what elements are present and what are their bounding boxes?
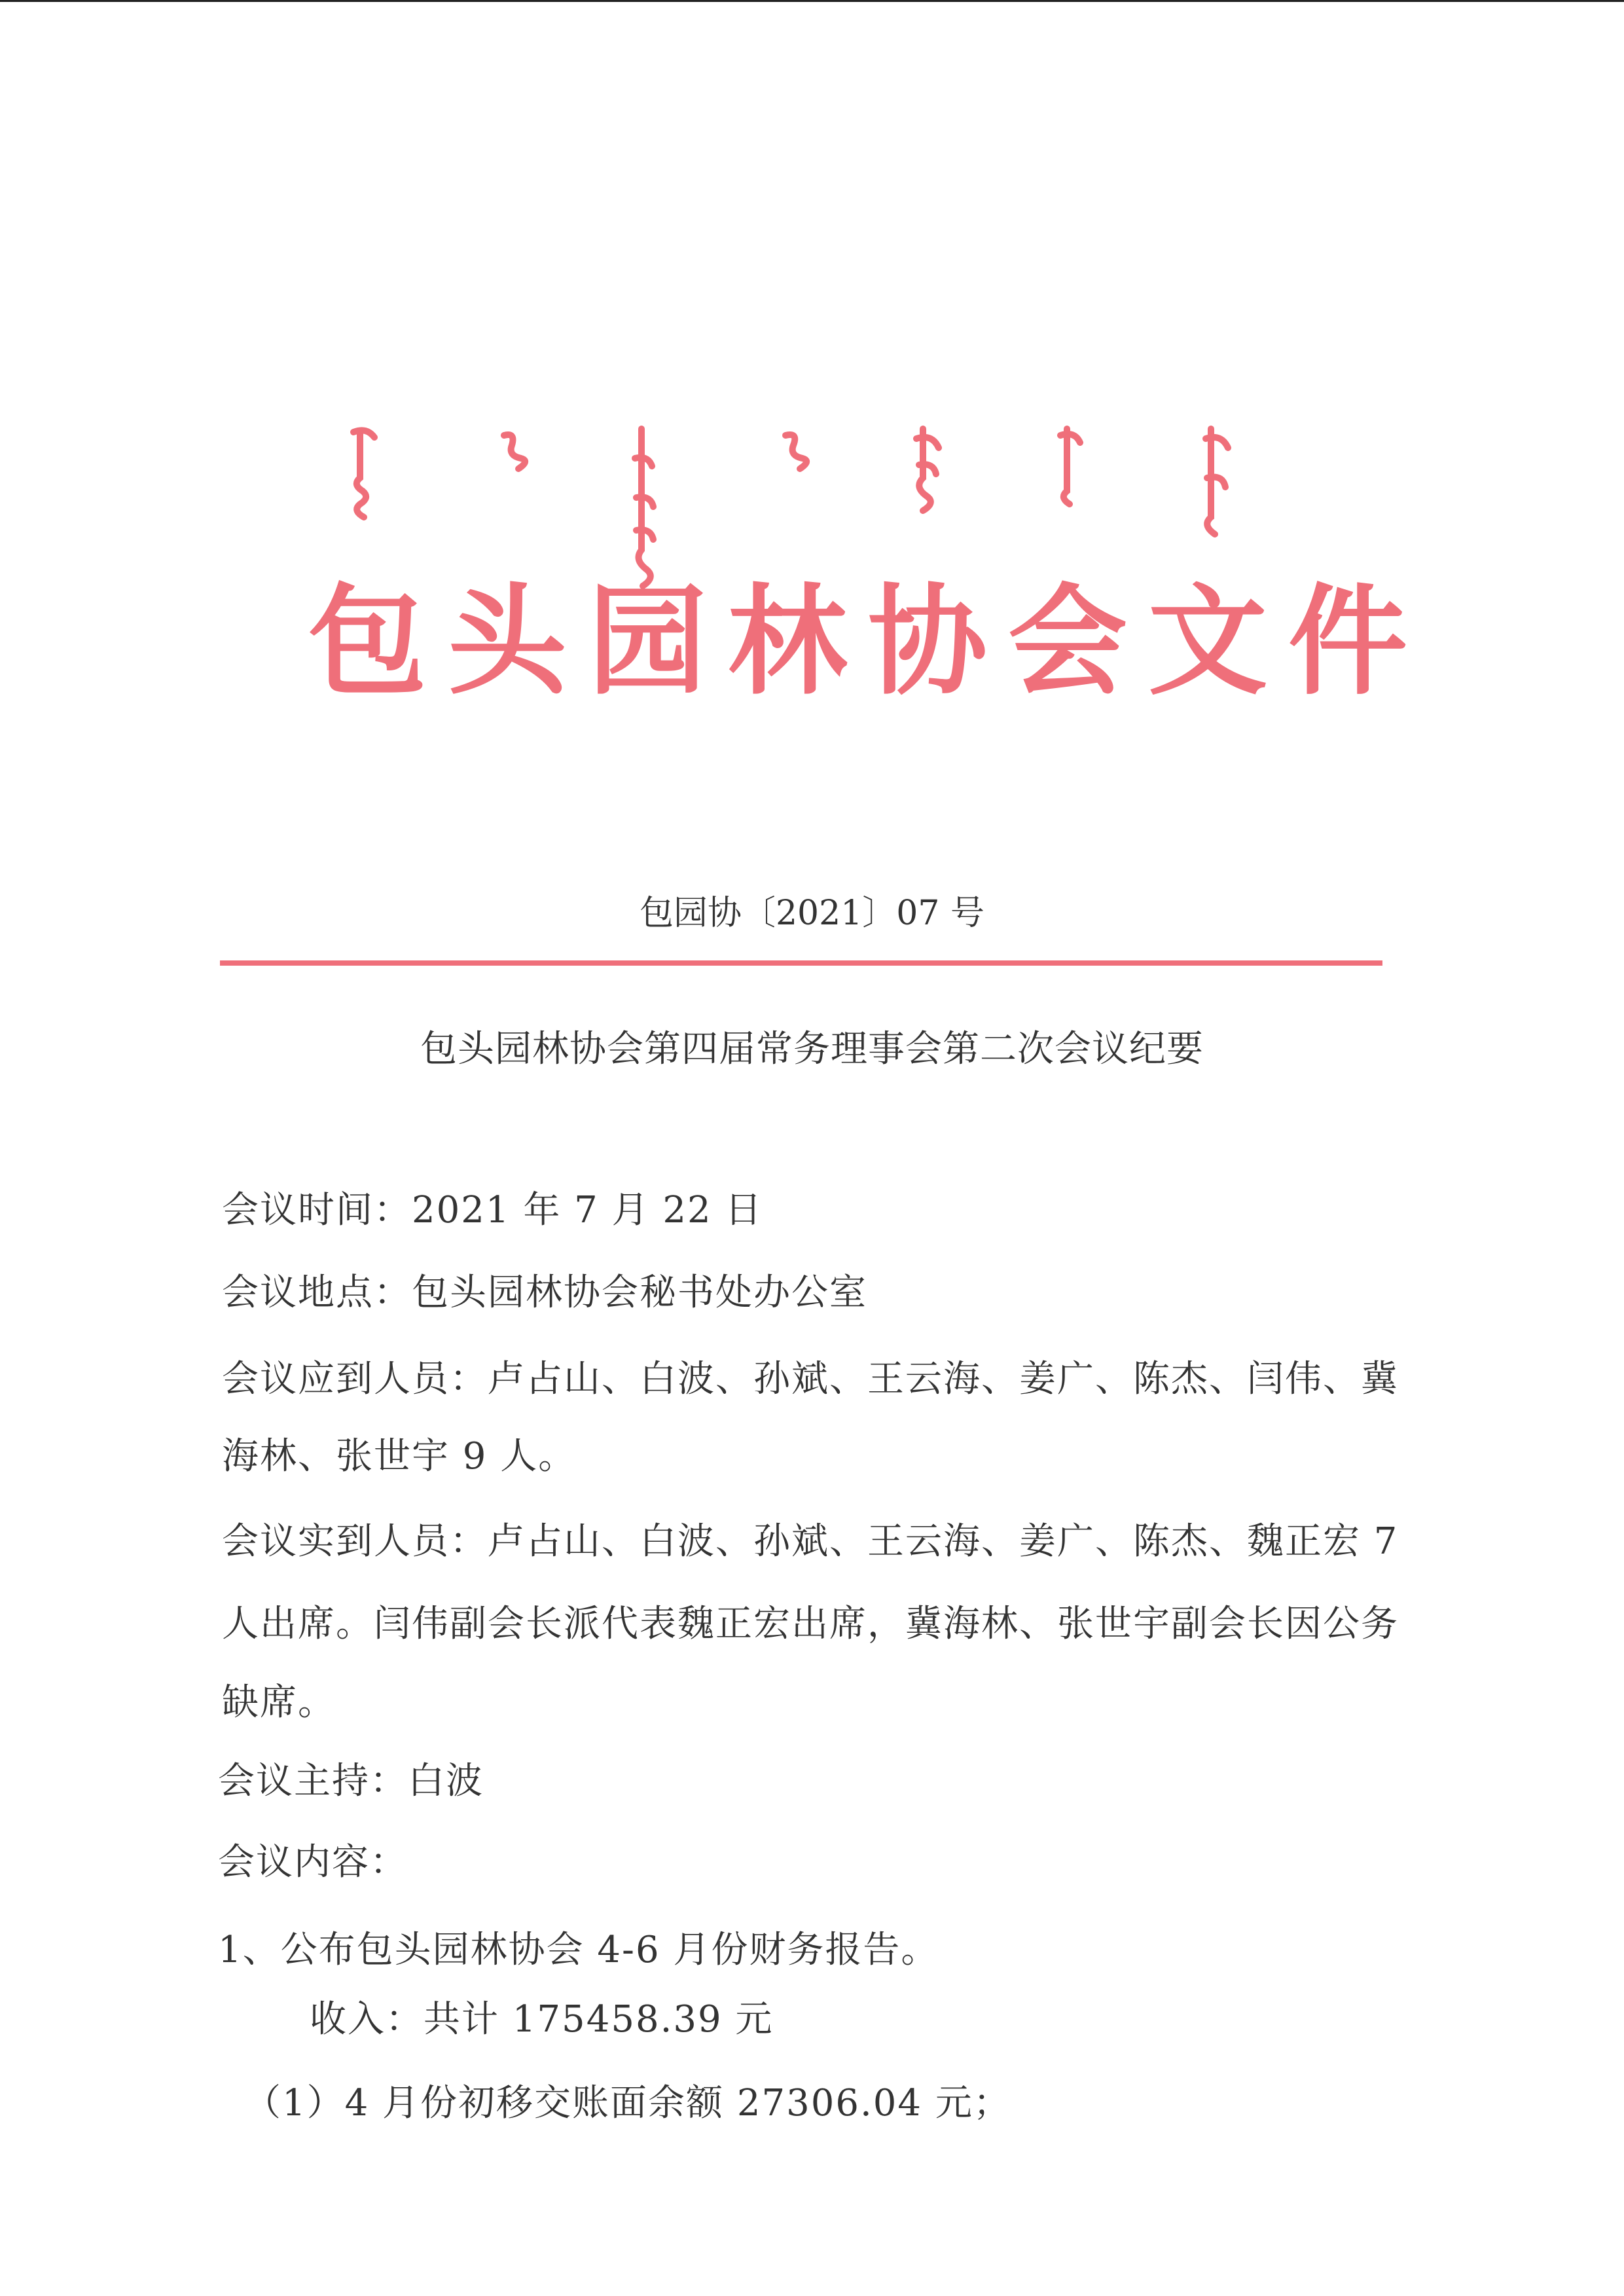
minutes-body [218,0,1428,2296]
income-total: 收入：共计 175458.39 元 [310,1998,774,2041]
minutes-title: 包头园林协会第四届常务理事会第二次会议纪要 [420,1028,1204,1070]
meeting-place: 会议地点：包头园林协会秘书处办公室 [222,1271,867,1314]
organization-document-title: 包头园林协会文件 [308,572,1428,711]
expected-attendees-line-1: 会议应到人员：卢占山、白波、孙斌、王云海、姜广、陈杰、闫伟、冀 [222,1358,1399,1400]
meeting-host: 会议主持：白波 [218,1760,484,1802]
actual-attendees-line-3: 缺席。 [222,1681,336,1724]
income-subitem-1: （1）4 月份初移交账面余额 27306.04 元； [244,2082,1011,2124]
document-number: 包园协〔2021〕07 号 [639,894,985,933]
meeting-time: 会议时间：2021 年 7 月 22 日 [222,1189,763,1231]
actual-attendees-line-1: 会议实到人员：卢占山、白波、孙斌、王云海、姜广、陈杰、魏正宏 7 [222,1520,1399,1563]
actual-attendees-line-2: 人出席。闫伟副会长派代表魏正宏出席，冀海林、张世宇副会长因公务 [222,1603,1399,1645]
meeting-content-label: 会议内容： [218,1841,408,1884]
content-item-1: 1、公布包头园林协会 4-6 月份财务报告。 [218,1929,939,1971]
expected-attendees-line-2: 海林、张世宇 9 人。 [222,1435,577,1478]
